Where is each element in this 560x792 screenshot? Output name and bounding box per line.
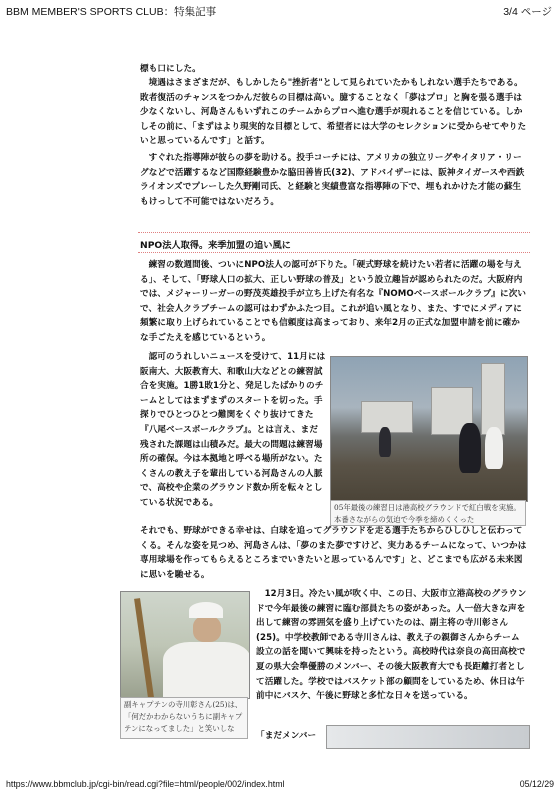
photo-caption: 05年最後の練習日は港高校グラウンドで紅白戦を実施。本番さながらの気迫で今季を締めくくった [330, 500, 526, 526]
practice-game-photo [330, 356, 528, 502]
article-paragraph: それでも、野球ができる幸せは、白球を追ってグラウンドを走る選手たちからひしひしと伝わってくる。そんな姿を見つめ、河島さんは、「夢のまた夢ですけど、実力あるチームになって、いつかは専用球場を作ってもらえるところまでいきたいと思っているんです」と、どこまでも広がる未来図に思いを馳せる。 [140, 526, 527, 580]
article-paragraph: 認可のうれしいニュースを受けて、11月には阪南大、大阪教育大、和歌山大などとの練習試合を実施。1勝1敗1分と、発足したばかりのチームとしてはまずまずのスタートを切った。手探りでひとつひとつ難関をくぐり抜けてきた『八尾ベースボールクラブ』。とは言え、まだ残された課題は山積みだ。最大の問題は練習場所の確保。今は本拠地と呼べる場所がない。たくさんの教え子を輩出している河島さんの人脈で、高校や企業のグラウンド数か所を転々としている状況である。 [140, 352, 326, 508]
section-rule-bottom [138, 252, 530, 253]
section-heading: NPO法人取得。来季加盟の追い風に [140, 240, 291, 251]
browser-print-title: BBM MEMBER'S SPORTS CLUB：特集記事 [6, 6, 217, 18]
article-paragraph: 12月3日。冷たい風が吹く中、この日、大阪市立港高校のグラウンドで今年最後の練習に臨む部員たちの姿があった。人一倍大きな声を出して練習の雰囲気を盛り上げていたのは、副主将の寺川彰さん(25)。中学校教師である寺川さんは、教え子の親御さんからチーム設立の話を聞いて興味を持ったという。高校時代は奈良の高田高校で夏の県大会準優勝のメンバー、その後大阪教育大でも長距離打者として活躍した。学校ではバスケット部の顧問をしているため、休日は午前中にバスケ、午後に野球と多忙な日々を送っている。 [256, 589, 527, 702]
player-portrait-photo [120, 591, 250, 699]
page-url: https://www.bbmclub.jp/cgi-bin/read.cgi?file=html/people/002/index.html [6, 779, 285, 789]
article-paragraph: 境遇はさまざまだが、もしかしたら"挫折者"として見られていたかもしれない選手たちである。敗者復活のチャンスをつかんだ彼らの目標は高い。臆することなく「夢はプロ」と胸を張る選手は少なくないし、河島さんもいずれこのチームからプロへ進む選手が現れることを信じている。しかしその前に、「まずはより現実的な目標として、希望者には大学のセレクションに受からせてやりたいと思っているんです」と話す。 [140, 78, 527, 147]
article-paragraph: すぐれた指導陣が彼らの夢を助ける。投手コーチには、アメリカの独立リーグやイタリア・リーグなどで活躍するなど国際経験豊かな脇田善皆氏(32)、アドバイザーには、阪神タイガースや西鉄ライオンズでプレーした久野剛司氏、と経験と実績豊富な指導陣の下で、埋もれかけた才能の蘇生もけっして不可能ではないだろう。 [140, 153, 525, 207]
photo-caption: 副キャプテンの寺川彰さん(25)は、「何だかわからないうちに副キャプテンになってました」と笑いしな [120, 697, 248, 739]
page-counter: 3/4 ページ [503, 6, 552, 18]
section-rule-top [138, 232, 530, 233]
article-paragraph: 練習の数週間後、ついにNPO法人の認可が下りた。「硬式野球を続けたい若者に活躍の場を与える」、そして、「野球人口の拡大、正しい野球の普及」という設立趣旨が認められたのだ。大阪府内では、メジャーリーガーの野茂英雄投手が立ち上げた有名な『NOMOベースボールクラブ』に次いで、社会人クラブチームの認可はわずかふたつ目。これが追い風となり、また、すでにメディアに頻繁に取り上げられていることでも信頼度は高まっており、来年2月の正式な加盟申請を前に確かな手ごたえを感じているという。 [140, 260, 527, 343]
print-date: 05/12/29 [519, 779, 554, 789]
article-paragraph: 「まだメンバー [256, 731, 317, 741]
partial-photo [326, 725, 530, 749]
article-paragraph: 標も口にした。 [140, 64, 201, 74]
